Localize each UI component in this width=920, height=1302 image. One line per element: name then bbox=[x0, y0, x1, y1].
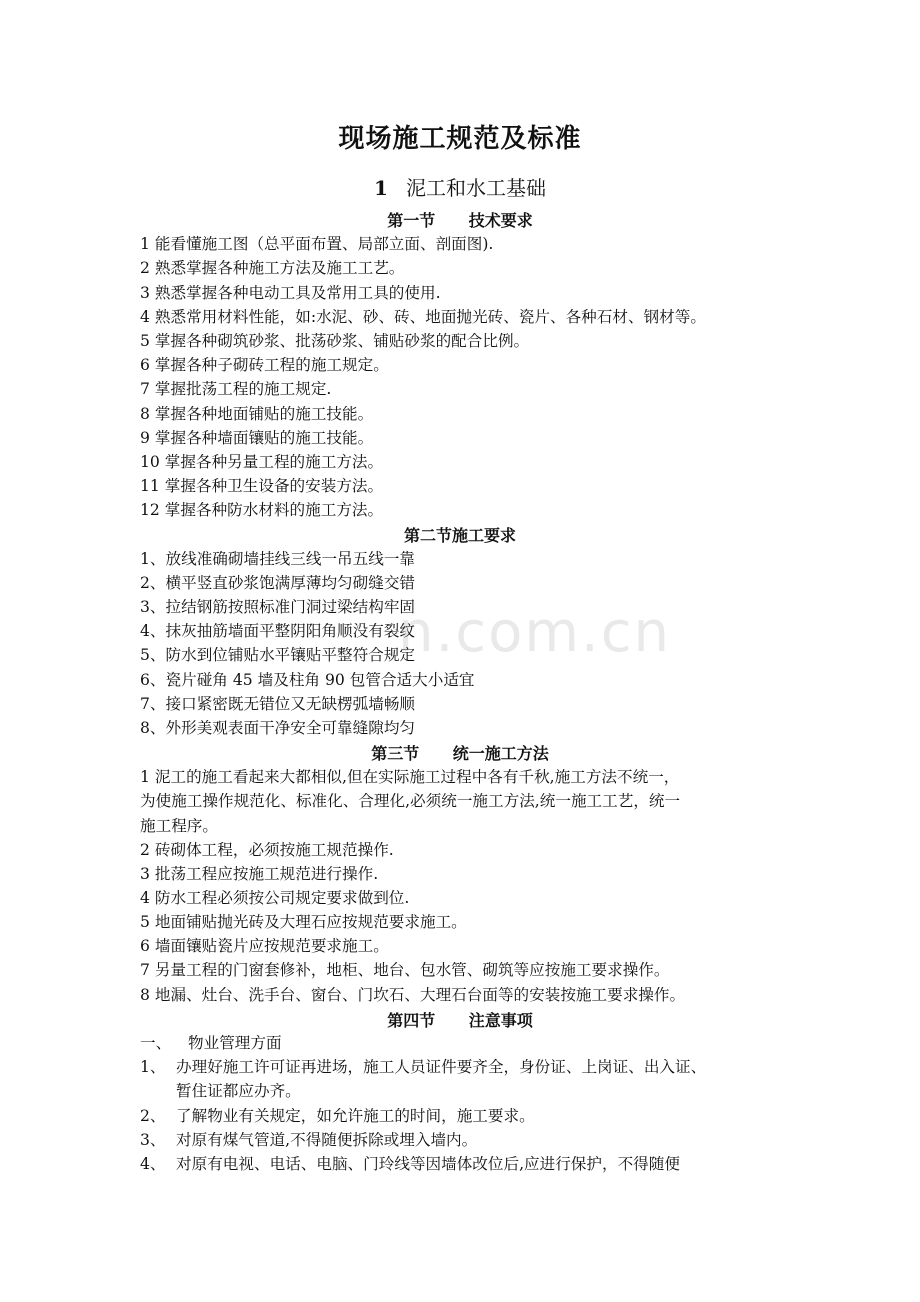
section-3-heading: 第三节 统一施工方法 bbox=[371, 744, 549, 763]
list-item: 7 另量工程的门窗套修补，地柜、地台、包水管、砌筑等应按施工要求操作。 bbox=[140, 961, 670, 979]
list-item: 1、放线准确砌墙挂线三线一吊五线一靠 bbox=[140, 550, 416, 568]
list-item: 2 熟悉掌握各种施工方法及施工工艺。 bbox=[140, 259, 405, 277]
list-item-continuation: 暂住证都应办齐。 bbox=[176, 1082, 301, 1100]
list-item: 6 掌握各种子砌砖工程的施工规定。 bbox=[140, 356, 389, 374]
list-item-text: 对原有电视、电话、电脑、门玲线等因墙体改位后,应进行保护，不得随便 bbox=[176, 1155, 680, 1173]
list-item-number: 1、 bbox=[140, 1058, 166, 1076]
list-item-number: 3、 bbox=[140, 1131, 166, 1149]
section-2-heading: 第二节施工要求 bbox=[403, 526, 516, 545]
list-item: 6、瓷片碰角 45 墙及柱角 90 包管合适大小适宜 bbox=[140, 671, 475, 689]
list-item: 6 墙面镶贴瓷片应按规范要求施工。 bbox=[140, 937, 389, 955]
section-4-heading: 第四节 注意事项 bbox=[387, 1011, 533, 1030]
list-item: 4、抹灰抽筋墙面平整阴阳角顺没有裂纹 bbox=[140, 622, 416, 640]
list-item: 10 掌握各种另量工程的施工方法。 bbox=[140, 453, 384, 471]
chapter-number: 1 bbox=[374, 176, 388, 200]
list-item: 8 地漏、灶台、洗手台、窗台、门坎石、大理石台面等的安装按施工要求操作。 bbox=[140, 986, 686, 1004]
document-title: 现场施工规范及标准 bbox=[338, 124, 582, 154]
list-item: 3、拉结钢筋按照标准门洞过梁结构牢固 bbox=[140, 598, 416, 616]
list-item: 7 掌握批荡工程的施工规定. bbox=[140, 380, 332, 398]
subsection-number: 一、 bbox=[140, 1034, 172, 1052]
list-item: 4 防水工程必须按公司规定要求做到位. bbox=[140, 889, 410, 907]
watermark: n.com.cn bbox=[398, 600, 671, 665]
list-item: 12 掌握各种防水材料的施工方法。 bbox=[140, 501, 384, 519]
list-item: 3 熟悉掌握各种电动工具及常用工具的使用. bbox=[140, 284, 441, 302]
paragraph-line: 为使施工操作规范化、标准化、合理化,必须统一施工方法,统一施工工艺，统一 bbox=[140, 792, 681, 810]
list-item: 8、外形美观表面干净安全可靠缝隙均匀 bbox=[140, 719, 416, 737]
list-item: 11 掌握各种卫生设备的安装方法。 bbox=[140, 477, 384, 495]
list-item: 5 掌握各种砌筑砂浆、批荡砂浆、铺贴砂浆的配合比例。 bbox=[140, 332, 530, 350]
list-item-text: 对原有煤气管道,不得随便拆除或埋入墙内。 bbox=[176, 1131, 478, 1149]
list-item: 1 能看懂施工图（总平面布置、局部立面、剖面图). bbox=[140, 235, 494, 253]
list-item: 5 地面铺贴抛光砖及大理石应按规范要求施工。 bbox=[140, 913, 467, 931]
list-item: 4 熟悉常用材料性能，如:水泥、砂、砖、地面抛光砖、瓷片、各种石材、钢材等。 bbox=[140, 308, 706, 326]
list-item: 2、横平竖直砂浆饱满厚薄均匀砌缝交错 bbox=[140, 574, 416, 592]
list-item: 7、接口紧密既无错位又无缺楞弧墙畅顺 bbox=[140, 695, 416, 713]
chapter-heading bbox=[0, 172, 920, 201]
list-item: 2 砖砌体工程，必须按施工规范操作. bbox=[140, 841, 394, 859]
list-item-text: 了解物业有关规定，如允许施工的时间，施工要求。 bbox=[176, 1107, 535, 1125]
list-item: 3 批荡工程应按施工规范进行操作. bbox=[140, 865, 379, 883]
list-item: 9 掌握各种墙面镶贴的施工技能。 bbox=[140, 429, 374, 447]
paragraph-line: 1 泥工的施工看起来大都相似,但在实际施工过程中各有千秋,施工方法不统一， bbox=[140, 768, 680, 786]
list-item: 5、防水到位铺贴水平镶贴平整符合规定 bbox=[140, 646, 416, 664]
chapter-label: 泥工和水工基础 bbox=[405, 176, 546, 200]
list-item: 8 掌握各种地面铺贴的施工技能。 bbox=[140, 405, 374, 423]
list-item-number: 2、 bbox=[140, 1107, 166, 1125]
subsection-label: 物业管理方面 bbox=[188, 1034, 282, 1052]
list-item-text: 办理好施工许可证再进场，施工人员证件要齐全，身份证、上岗证、出入证、 bbox=[176, 1058, 707, 1076]
paragraph-line: 施工程序。 bbox=[140, 817, 218, 835]
section-1-heading: 第一节 技术要求 bbox=[387, 211, 533, 230]
list-item-number: 4、 bbox=[140, 1155, 166, 1173]
